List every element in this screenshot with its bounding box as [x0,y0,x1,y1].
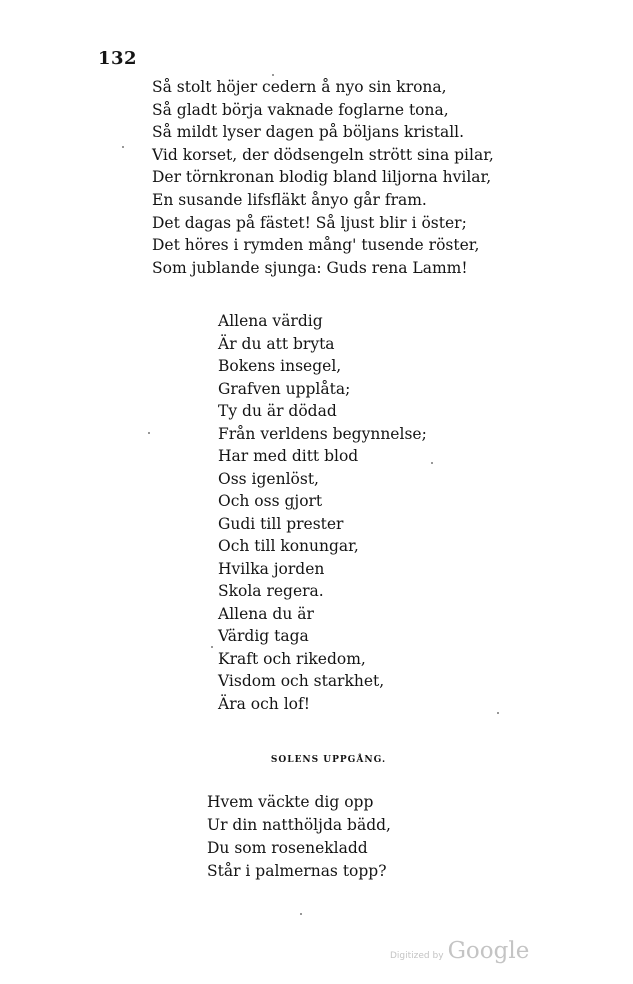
verse-line: Der törnkronan blodig bland liljorna hvilar, [152,168,492,187]
verse-line: Är du att bryta [218,334,335,353]
verse-line: Visdom och starkhet, [218,672,385,690]
google-logo: Google [447,938,530,964]
verse-line: Ur din natthöljda bädd, [207,816,391,834]
scan-speck [211,646,213,648]
stanza-1 [152,76,494,279]
verse-line: Hvilka jorden [218,559,325,578]
scan-speck [497,712,499,714]
verse-line: Allena värdig [218,312,323,330]
verse-line: Så stolt höjer cedern å nyo sin krona, [152,78,447,96]
verse-line: Du som rosenekladd [207,839,368,857]
page-number: 132 [98,48,138,69]
verse-line: Bokens insegel, [218,357,342,375]
verse-line: Står i palmernas topp? [207,862,387,880]
verse-line: Hvem väckte dig opp [207,793,374,811]
verse-line: Och oss gjort [218,492,323,510]
verse-line: Gudi till prester [218,514,344,533]
verse-line: Kraft och rikedom, [218,649,366,668]
verse-line: Allena du är [218,604,314,623]
scan-speck [148,432,150,434]
verse-line: Oss igenlöst, [218,469,319,488]
verse-line: En susande lifsfläkt ånyo går fram. [152,190,427,209]
scan-speck [300,913,302,915]
stanza-3 [207,791,391,883]
verse-line: Grafven upplåta; [218,379,351,398]
verse-line: Vid korset, der dödsengeln strött sina pilar, [152,145,494,164]
verse-line: Så mildt lyser dagen på böljans kristall. [152,123,465,142]
stanza-2 [218,310,427,715]
verse-line: Så gladt börja vaknade foglarne tona, [152,100,449,119]
verse-line: Som jublande sjunga: Guds rena Lamm! [152,258,468,277]
verse-line: Värdig taga [218,627,309,645]
verse-line: Har med ditt blod [218,447,359,465]
verse-line: Ty du är dödad [218,402,337,420]
scan-speck [122,146,124,148]
scan-speck [431,462,433,464]
verse-line: Och till konungar, [218,537,359,555]
verse-line: Från verldens begynnelse; [218,424,427,443]
scan-speck [272,74,274,76]
verse-line: Skola regera. [218,582,324,600]
verse-line: Det dagas på fästet! Så ljust blir i öster; [152,213,467,232]
digitized-watermark [390,938,529,964]
section-title: SOLENS UPPGÅNG. [270,755,387,765]
watermark-prefix: Digitized by [390,951,444,961]
verse-line: Det höres i rymden mång' tusende röster, [152,236,480,255]
verse-line: Ära och lof! [218,694,310,713]
